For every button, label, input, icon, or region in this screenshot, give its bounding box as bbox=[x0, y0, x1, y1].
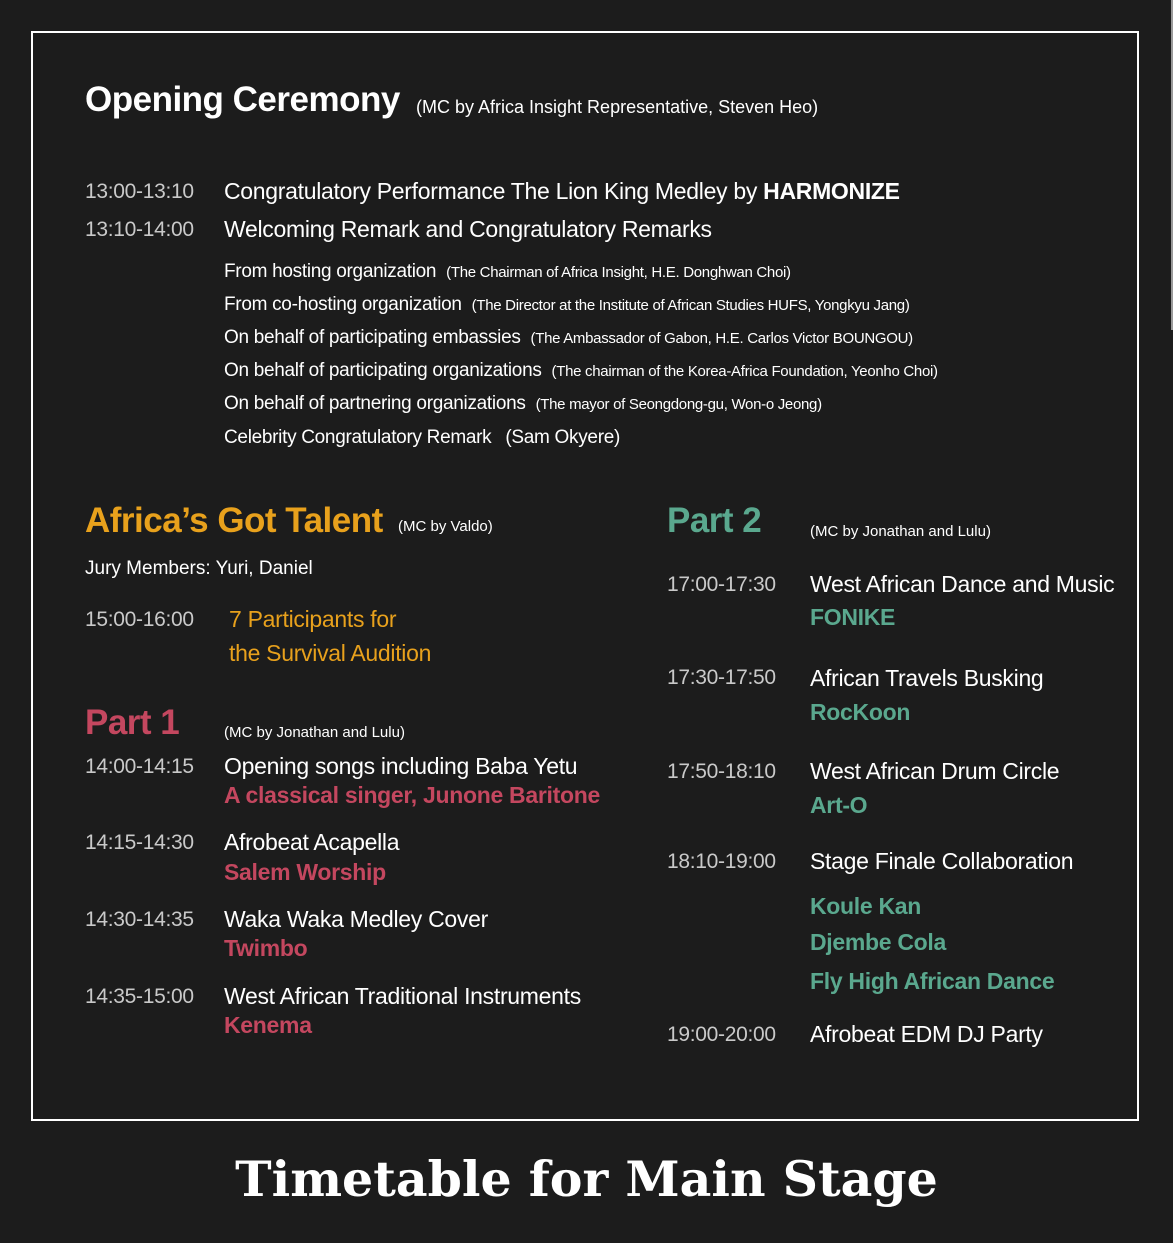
part2-performer-4c: Fly High African Dance bbox=[810, 968, 1055, 994]
part2-performer-4b: Djembe Cola bbox=[810, 929, 947, 955]
part2-time-1: 17:00-17:30 bbox=[667, 573, 776, 596]
part2-item-2: African Travels Busking bbox=[810, 665, 1044, 691]
talent-time: 15:00-16:00 bbox=[85, 608, 194, 631]
part1-time-2: 14:15-14:30 bbox=[85, 831, 194, 854]
part1-item-2: Afrobeat Acapella bbox=[224, 829, 400, 855]
talent-jury: Jury Members: Yuri, Daniel bbox=[85, 558, 313, 579]
remark-5-label: On behalf of partnering organizations bbox=[224, 393, 526, 414]
part2-item-1: West African Dance and Music bbox=[810, 571, 1115, 597]
opening-item-1-text: Congratulatory Performance The Lion King Medley by bbox=[224, 178, 758, 204]
part2-item-3: West African Drum Circle bbox=[810, 758, 1060, 784]
remark-1 bbox=[224, 261, 791, 283]
opening-time-1: 13:00-13:10 bbox=[85, 180, 194, 203]
part2-time-4: 18:10-19:00 bbox=[667, 850, 776, 873]
part2-title: Part 2 bbox=[667, 501, 762, 540]
part1-time-4: 14:35-15:00 bbox=[85, 985, 194, 1008]
remark-2-note: (The Director at the Institute of African Studies HUFS, Yongkyu Jang) bbox=[471, 297, 910, 314]
remark-4-note: (The chairman of the Korea-Africa Foundation, Yeonho Choi) bbox=[551, 363, 938, 380]
opening-time-2: 13:10-14:00 bbox=[85, 218, 194, 241]
remark-1-label: From hosting organization bbox=[224, 261, 437, 282]
remark-4 bbox=[224, 360, 938, 382]
part1-performer-4: Kenema bbox=[224, 1012, 312, 1038]
part2-performer-4a: Koule Kan bbox=[810, 893, 922, 919]
talent-line-2: the Survival Audition bbox=[229, 640, 432, 666]
remark-2 bbox=[224, 294, 910, 316]
part2-time-3: 17:50-18:10 bbox=[667, 760, 776, 783]
part1-item-1: Opening songs including Baba Yetu bbox=[224, 753, 578, 779]
talent-mc: (MC by Valdo) bbox=[398, 518, 493, 535]
part1-title: Part 1 bbox=[85, 703, 180, 742]
opening-title: Opening Ceremony bbox=[85, 80, 400, 119]
remark-6 bbox=[224, 427, 620, 449]
talent-title: Africa’s Got Talent bbox=[85, 501, 383, 540]
page-title: Timetable for Main Stage bbox=[235, 1150, 938, 1208]
part1-performer-3: Twimbo bbox=[224, 935, 308, 961]
remark-5 bbox=[224, 393, 822, 415]
part2-time-2: 17:30-17:50 bbox=[667, 666, 776, 689]
remark-6-label: Celebrity Congratulatory Remark bbox=[224, 427, 492, 448]
remark-3-note: (The Ambassador of Gabon, H.E. Carlos Victor BOUNGOU) bbox=[530, 330, 913, 347]
part1-item-4: West African Traditional Instruments bbox=[224, 983, 581, 1009]
remark-4-label: On behalf of participating organizations bbox=[224, 360, 542, 381]
opening-item-1 bbox=[224, 178, 900, 205]
part1-performer-2: Salem Worship bbox=[224, 859, 386, 885]
remark-5-note: (The mayor of Seongdong-gu, Won-o Jeong) bbox=[535, 396, 822, 413]
part1-time-1: 14:00-14:15 bbox=[85, 755, 194, 778]
opening-item-2: Welcoming Remark and Congratulatory Remarks bbox=[224, 216, 712, 242]
remark-3 bbox=[224, 327, 913, 349]
part2-time-5: 19:00-20:00 bbox=[667, 1023, 776, 1046]
part1-performer-1: A classical singer, Junone Baritone bbox=[224, 782, 600, 808]
remark-6-note: (Sam Okyere) bbox=[505, 427, 621, 448]
opening-mc: (MC by Africa Insight Representative, Steven Heo) bbox=[416, 97, 819, 117]
part2-performer-3: Art-O bbox=[810, 792, 868, 818]
part2-mc: (MC by Jonathan and Lulu) bbox=[810, 523, 991, 540]
remark-2-label: From co-hosting organization bbox=[224, 294, 462, 315]
part2-performer-2: RocKoon bbox=[810, 699, 911, 725]
talent-line-1: 7 Participants for bbox=[229, 606, 397, 632]
part1-mc: (MC by Jonathan and Lulu) bbox=[224, 724, 405, 741]
remark-1-note: (The Chairman of Africa Insight, H.E. Donghwan Choi) bbox=[446, 264, 791, 281]
opening-item-1-performer: HARMONIZE bbox=[763, 178, 900, 204]
part2-item-4: Stage Finale Collaboration bbox=[810, 848, 1074, 874]
part2-performer-1: FONIKE bbox=[810, 604, 896, 630]
part1-item-3: Waka Waka Medley Cover bbox=[224, 906, 488, 932]
part1-time-3: 14:30-14:35 bbox=[85, 908, 194, 931]
part2-item-5: Afrobeat EDM DJ Party bbox=[810, 1021, 1043, 1047]
remark-3-label: On behalf of participating embassies bbox=[224, 327, 521, 348]
